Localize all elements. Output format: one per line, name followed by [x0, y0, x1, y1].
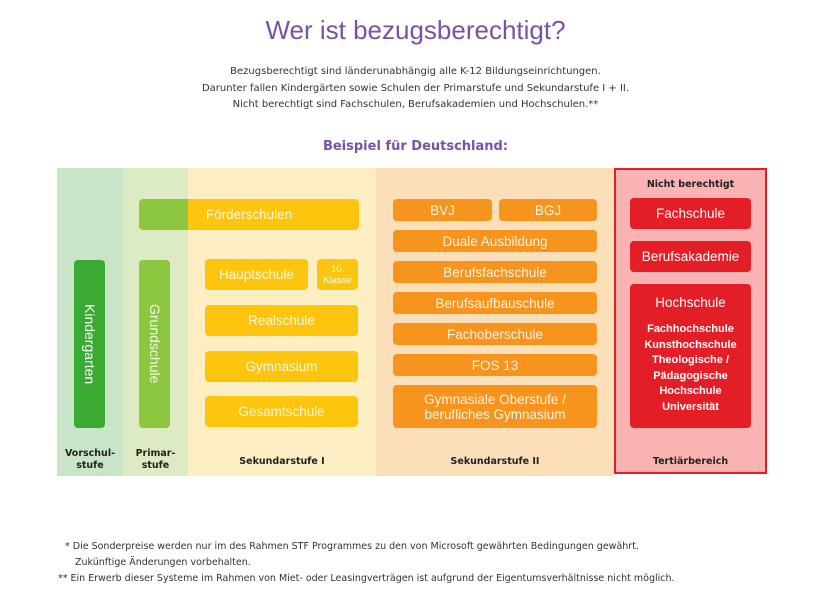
box-label: Fachoberschule — [446, 326, 544, 342]
label-vorschulstufe — [57, 448, 123, 472]
box-gesamtschule — [205, 396, 358, 427]
box-label: Berufsaufbauschule — [435, 295, 555, 311]
hochschule-sub-item: Theologische / — [651, 354, 729, 366]
tertiaer-header: Nicht berechtigt — [646, 179, 735, 190]
intro-line: Nicht berechtigt sind Fachschulen, Berufsakademien und Hochschulen.** — [232, 99, 599, 110]
example-heading: Beispiel für Deutschland: — [322, 139, 509, 154]
footnotes — [58, 539, 675, 587]
label-line: stufe — [76, 460, 104, 471]
label-sekundarstufe-2: Sekundarstufe II — [450, 456, 540, 467]
box-label: Realschule — [248, 313, 315, 328]
hochschule-sub-item: Universität — [662, 400, 719, 413]
box-label: Duale Ausbildung — [442, 233, 548, 249]
box-fos-13 — [393, 354, 597, 376]
box-kindergarten — [74, 260, 105, 428]
box-label: FOS 13 — [471, 357, 519, 373]
footnote-line: ** Ein Erwerb dieser Systeme im Rahmen von Miet- oder Leasingverträgen ist aufgrund der Eigentumsverhältnisse nicht möglich. — [58, 573, 675, 584]
intro-text — [0, 64, 831, 114]
box-label: Gymnasium — [245, 359, 318, 374]
label-tertiaerbereich: Tertiärbereich — [652, 456, 729, 467]
box-label: Förderschulen — [205, 207, 293, 222]
hochschule-sub-item: Kunsthochschule — [644, 338, 737, 351]
box-duale-ausbildung — [393, 230, 597, 252]
box-bvj — [393, 199, 492, 221]
box-berufsakademie — [630, 241, 751, 272]
box-label: berufliches Gymnasium — [424, 406, 566, 422]
label-line: Primar- — [135, 448, 176, 459]
box-foerderschulen — [139, 199, 359, 230]
box-label: Gymnasiale Oberstufe / — [424, 391, 566, 407]
box-gymnasiale-oberstufe — [393, 385, 597, 428]
label-sekundarstufe-1: Sekundarstufe I — [239, 456, 325, 467]
hochschule-sub-list — [644, 322, 736, 415]
box-label: BGJ — [534, 202, 562, 218]
box-label: Fachschule — [655, 206, 726, 221]
box-label: Grundschule — [147, 304, 163, 384]
box-label: Kindergarten — [82, 303, 98, 385]
box-bgj — [499, 199, 597, 221]
label-line: Vorschul- — [64, 448, 116, 459]
box-fachschule — [630, 198, 751, 229]
box-label: 10. — [330, 263, 345, 275]
box-label: BVJ — [430, 202, 455, 218]
box-label: Berufsakademie — [641, 249, 740, 264]
box-label: Klasse — [323, 274, 352, 286]
box-realschule — [205, 305, 358, 336]
box-label: Hochschule — [655, 295, 726, 310]
box-hochschule — [630, 284, 751, 428]
box-label: Hauptschule — [218, 267, 295, 282]
footnote-line: * Die Sonderpreise werden nur im des Rahmen STF Programmes zu den von Microsoft gewährten Bedingungen gewährt. — [65, 541, 639, 552]
hochschule-sub-item: Pädagogische — [653, 369, 728, 382]
box-gymnasium — [205, 351, 358, 382]
box-hauptschule — [205, 259, 308, 290]
hochschule-sub-item: Fachhochschule — [647, 323, 734, 335]
label-primarstufe — [123, 448, 188, 472]
box-grundschule — [139, 260, 170, 428]
intro-line: Darunter fallen Kindergärten sowie Schulen der Primarstufe und Sekundarstufe I + II. — [201, 82, 630, 94]
hochschule-sub-item: Hochschule — [659, 385, 722, 397]
page-title: Wer ist bezugsberechtigt? — [265, 15, 566, 45]
box-label: Gesamtschule — [238, 404, 325, 419]
box-berufsaufbauschule — [393, 292, 597, 314]
box-berufsfachschule — [393, 261, 597, 283]
box-label: Berufsfachschule — [443, 264, 547, 280]
box-fachoberschule — [393, 323, 597, 345]
box-10-klasse — [317, 259, 358, 290]
label-line: stufe — [141, 460, 170, 471]
intro-line: Bezugsberechtigt sind länderunabhängig alle K-12 Bildungseinrichtungen. — [230, 66, 601, 77]
footnote-line: Zukünftige Änderungen vorbehalten. — [75, 557, 251, 568]
